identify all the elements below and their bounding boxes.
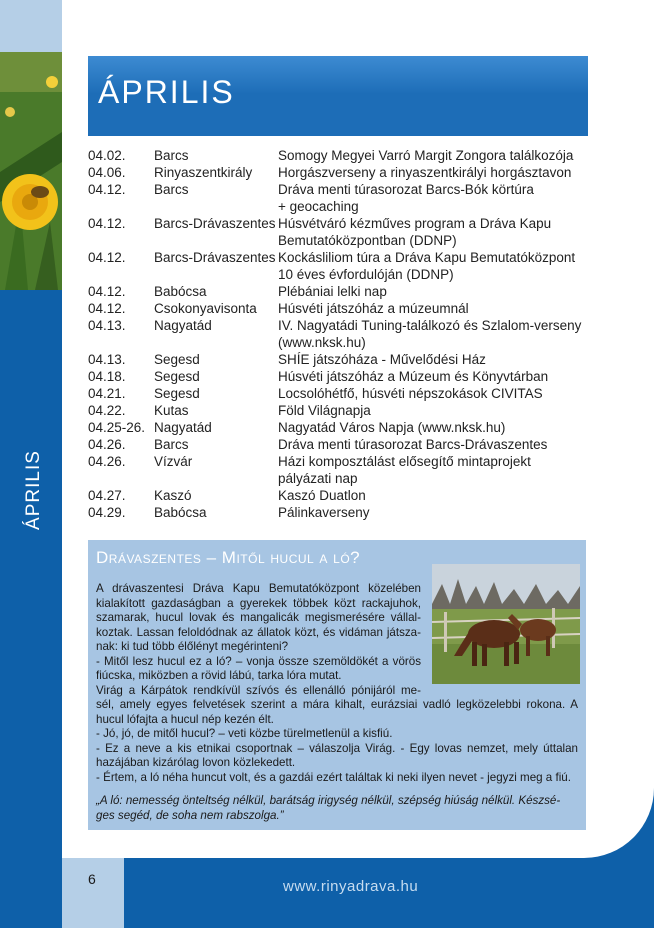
event-description-line: IV. Nagyatádi Tuning-találkozó és Szlalom-verseny [278, 318, 582, 333]
event-description-line: Bemutatóközpontban (DDNP) [278, 233, 457, 248]
event-description [278, 351, 588, 368]
event-description [278, 283, 588, 300]
event-description-line: SHÍE játszóháza - Művelődési Ház [278, 352, 486, 367]
event-description [278, 385, 588, 402]
event-description-line: Plébániai lelki nap [278, 284, 387, 299]
event-description [278, 402, 588, 419]
event-description-line: Nagyatád Város Napja (www.nksk.hu) [278, 420, 506, 435]
event-date: 04.12. [88, 284, 126, 299]
event-description-line: Pálinkaverseny [278, 505, 370, 520]
event-date: 04.26. [88, 454, 126, 469]
event-description [278, 436, 588, 453]
event-date: 04.27. [88, 488, 126, 503]
event-date: 04.29. [88, 505, 126, 520]
event-place: Csokonyavisonta [154, 301, 257, 316]
event-place: Segesd [154, 369, 200, 384]
event-description-line: pályázati nap [278, 471, 358, 486]
story-line: A drávaszentesi Dráva Kapu Bemutatóközpont közelében [96, 582, 421, 595]
event-date: 04.02. [88, 148, 126, 163]
event-row [88, 453, 588, 487]
event-description-line: (www.nksk.hu) [278, 335, 366, 350]
event-description-line: + geocaching [278, 199, 359, 214]
story-line: koztak. Lassan feloldódnak az állatok közt, és vidáman játsza- [96, 625, 421, 639]
closing-quote: „A ló: nemesség önteltség nélkül, barátság irigység nélkül, szépség hiúság nélkül. Készsé-ges segéd, de soha nem rabszolga.” [96, 794, 561, 822]
event-description-line: Dráva menti túrasorozat Barcs-Drávaszentes [278, 437, 548, 452]
story-box [88, 540, 586, 830]
event-date: 04.12. [88, 216, 126, 231]
event-place: Barcs-Drávaszentes [154, 250, 276, 265]
event-row [88, 249, 588, 283]
event-date: 04.22. [88, 403, 126, 418]
event-date: 04.13. [88, 352, 126, 367]
footer-website-link[interactable]: www.rinyadrava.hu [283, 878, 419, 895]
event-place: Segesd [154, 386, 200, 401]
month-header [88, 56, 588, 136]
event-row [88, 317, 588, 351]
page-number: 6 [88, 871, 96, 887]
event-place: Babócsa [154, 284, 207, 299]
event-place: Nagyatád [154, 420, 212, 435]
event-place: Barcs-Drávaszentes [154, 216, 276, 231]
event-description [278, 368, 588, 385]
story-line: - Ez a neve a kis etnikai csoportnak – válaszolja Virág. - Egy lovas nemzet, mely úttalan [96, 741, 578, 755]
event-date: 04.21. [88, 386, 126, 401]
event-row [88, 368, 588, 385]
event-description [278, 164, 588, 181]
event-place: Barcs [154, 148, 189, 163]
event-description-line: Házi komposztálást elősegítő mintaprojekt [278, 454, 531, 469]
event-description-line: Dráva menti túrasorozat Barcs-Bók körtúra [278, 182, 534, 197]
event-place: Barcs [154, 182, 189, 197]
event-place: Barcs [154, 437, 189, 452]
event-row [88, 351, 588, 368]
event-description-line: Húsvéti játszóház a múzeumnál [278, 301, 469, 316]
event-row [88, 283, 588, 300]
event-place: Segesd [154, 352, 200, 367]
event-description [278, 487, 588, 504]
story-line: - Jó, jó, de mitől hucul? – veti közbe türelmetlenül a kisfiú. [96, 727, 393, 740]
event-description-line: Somogy Megyei Varró Margit Zongora találkozója [278, 148, 574, 163]
event-description [278, 453, 588, 487]
event-description-line: Föld Világnapja [278, 403, 371, 418]
story-line: hucul lófajta a hucul nép kezén élt. [96, 712, 274, 726]
event-date: 04.25-26. [88, 420, 146, 435]
event-date: 04.12. [88, 182, 126, 197]
event-place: Nagyatád [154, 318, 212, 333]
story-line: szamarak, hucul lovak és mangalicák megismerésére vállal- [96, 611, 421, 624]
event-description [278, 317, 588, 351]
story-line: - Értem, a ló néha huncut volt, és a gazdái ezért találtak ki neki ilyen nevet - jegyzi meg a fiú. [96, 770, 571, 784]
story-text [96, 582, 578, 785]
story-line: nak: ki tud több élőlényt megérinteni? [96, 640, 289, 653]
event-place: Kaszó [154, 488, 192, 503]
event-date: 04.26. [88, 437, 126, 452]
event-place: Vízvár [154, 454, 193, 469]
event-description [278, 181, 588, 215]
story-line: sél, amely egyes felvetések szerint a mára kihalt, eurázsiai vadló legközelebbi rokona. A [96, 698, 578, 711]
event-description [278, 504, 588, 521]
event-row [88, 419, 588, 436]
story-title: Drávaszentes – Mitől hucul a ló? [96, 548, 361, 567]
page-title: ÁPRILIS [98, 74, 235, 110]
event-description-line: Kockásliliom túra a Dráva Kapu Bemutatóközpont [278, 250, 576, 265]
event-description-line: Húsvétváró kézműves program a Dráva Kapu [278, 216, 552, 231]
event-list [88, 147, 588, 521]
story-line: kialakított gazdaságban a gyerekek többek közt rackajuhok, [96, 596, 421, 610]
event-row [88, 215, 588, 249]
event-description [278, 215, 588, 249]
story-line: fiúcska, miközben a rövid lábú, tarka lóra mutat. [96, 669, 342, 682]
left-corner-block [0, 0, 62, 52]
event-description-line: Locsolóhétfő, húsvéti népszokások CIVITAS [278, 386, 543, 401]
event-row [88, 147, 588, 164]
event-description-line: Húsvéti játszóház a Múzeum és Könyvtárban [278, 369, 549, 384]
event-description [278, 147, 588, 164]
dandelion-photo [0, 52, 62, 290]
event-description [278, 300, 588, 317]
event-date: 04.06. [88, 165, 126, 180]
event-date: 04.18. [88, 369, 126, 384]
event-row [88, 402, 588, 419]
event-date: 04.13. [88, 318, 126, 333]
event-date: 04.12. [88, 250, 126, 265]
event-description [278, 249, 588, 283]
story-line: Virág a Kárpátok rendkívül szívós és ellenálló pónijáról me- [96, 683, 421, 697]
event-row [88, 487, 588, 504]
event-description-line: 10 éves évfordulóján (DDNP) [278, 267, 454, 282]
page-number-block [62, 858, 124, 928]
event-row [88, 164, 588, 181]
story-line: - Mitől lesz hucul ez a ló? – vonja össze szemöldökét a vörös [96, 654, 421, 668]
event-row [88, 436, 588, 453]
event-place: Rinyaszentkirály [154, 165, 253, 180]
event-description-line: Horgászverseny a rinyaszentkirályi horgásztavon [278, 165, 572, 180]
event-date: 04.12. [88, 301, 126, 316]
event-row [88, 300, 588, 317]
event-row [88, 385, 588, 402]
event-row [88, 181, 588, 215]
event-place: Babócsa [154, 505, 207, 520]
event-description-line: Kaszó Duatlon [278, 488, 366, 503]
event-description [278, 419, 588, 436]
side-month-label: ÁPRILIS [23, 450, 44, 530]
event-place: Kutas [154, 403, 189, 418]
story-line: hazájában kizárólag lovon közlekedett. [96, 756, 296, 769]
event-row [88, 504, 588, 521]
